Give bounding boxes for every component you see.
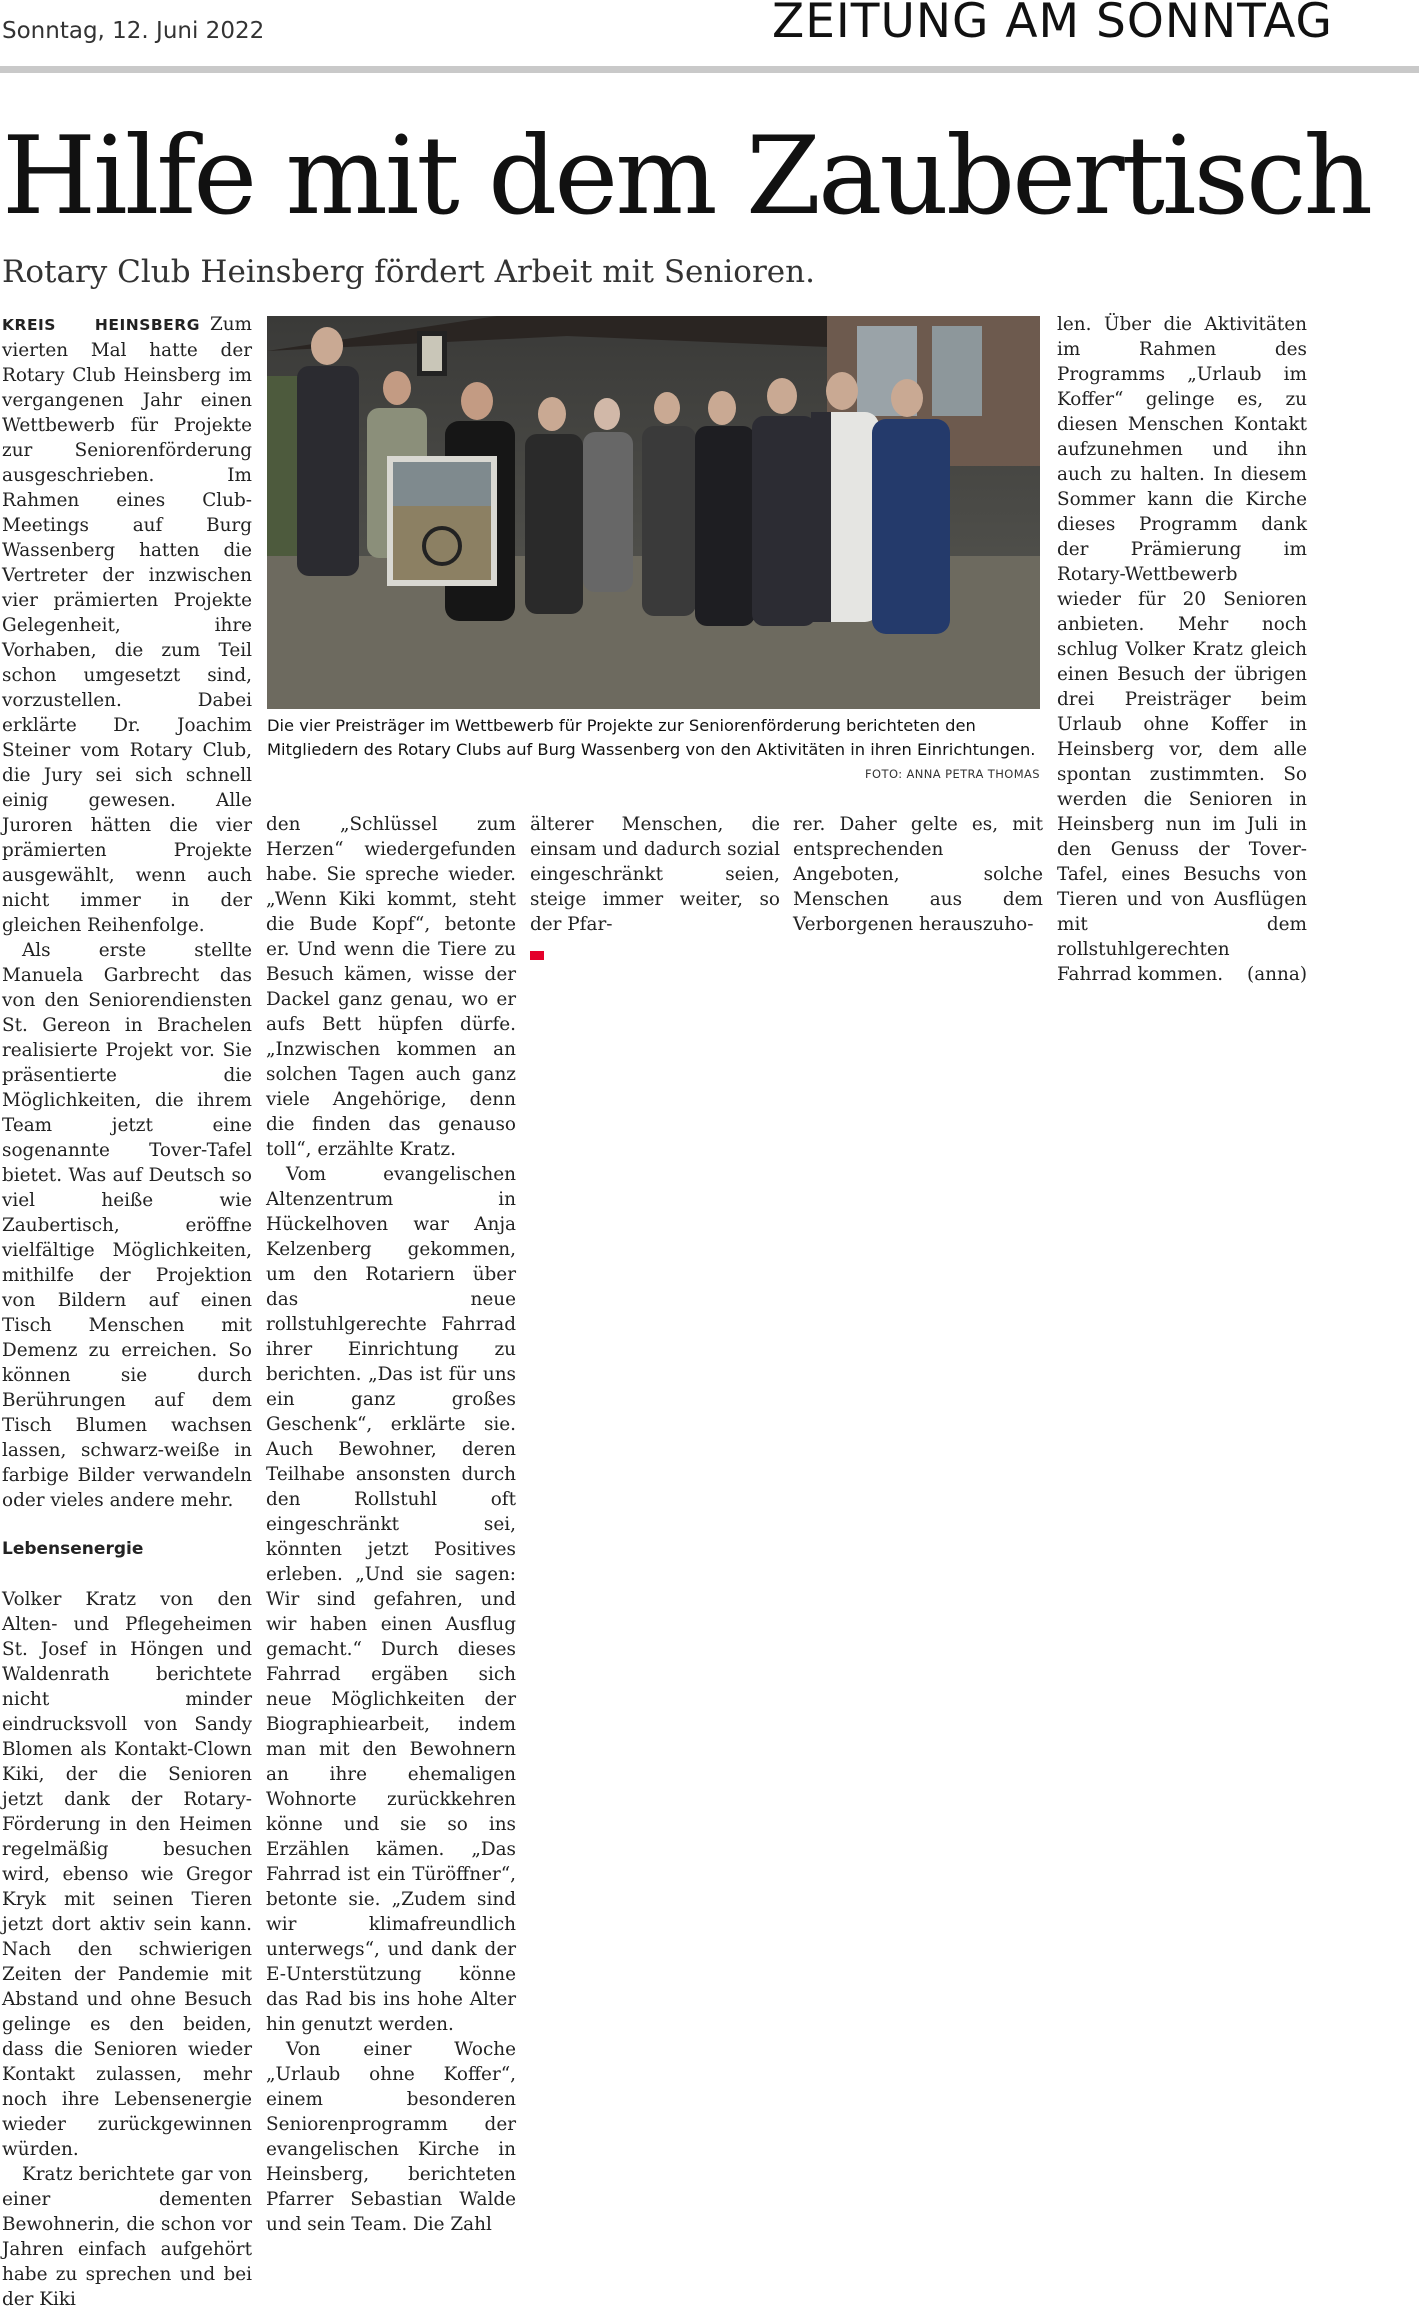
paragraph: Von einer Woche „Urlaub ohne Koffer“, einem besonderen Seniorenprogramm der evangelischen Kirche in Heinsberg, berichteten Pfarrer Sebastian Walde und sein Team. Die Zahl: [266, 2039, 516, 2235]
paragraph: Volker Kratz von den Alten- und Pflegeheimen St. Josef in Höngen und Waldenrath berichtete nicht minder eindrucksvoll von Sandy Blomen als Kontakt-Clown Kiki, der die Senioren jetzt dank der Rotary-Förderung in den Heimen regelmäßig besuchen wird, ebenso wie Gregor Kryk mit seinen Tieren jetzt dort aktiv sein kann. Nach den schwierigen Zeiten der Pandemie mit Abstand und ohne Besuch gelinge es den beiden, dass die Senioren wieder Kontakt zulassen, mehr noch ihre Lebensenergie wieder zurückgewinnen würden.: [2, 1589, 252, 2160]
paragraph: Als erste stellte Manuela Garbrecht das von den Seniorendiensten St. Gereon in Brachelen realisierte Projekt vor. Sie präsentierte die Möglichkeiten, die ihrem Team jetzt eine sogenannte Tover-Tafel bietet. Was auf Deutsch so viel heiße wie Zaubertisch, eröffne vielfältige Möglichkeiten, mithilfe der Projektion von Bildern auf einen Tisch Menschen mit Demenz zu erreichen. So können sie durch Berührungen auf dem Tisch Blumen wachsen lassen, schwarz-weiße in farbige Bilder verwandeln oder vieles andere mehr.: [2, 940, 252, 1511]
newspaper-name: ZEITUNG AM SONNTAG: [772, 0, 1333, 49]
article-column-4: [793, 812, 1043, 937]
paragraph: len. Über die Aktivitäten im Rahmen des Programms „Urlaub im Koffer“ gelinge es, zu diesen Menschen Kontakt aufzunehmen und ihn auch zu halten. In diesem Sommer kann die Kirche dieses Programm dank der Prämierung im Rotary-Wettbewerb wieder für 20 Senioren anbieten. Mehr noch schlug Volker Kratz gleich einen Besuch der übrigen drei Preisträger beim Urlaub ohne Koffer in Heinsberg vor, dem alle spontan zustimmten. So werden die Senioren in Heinsberg nun im Juli in den Genuss der Tover-Tafel, eines Besuchs von Tieren und von Ausflügen mit dem rollstuhlgerechten Fahrrad kommen. (anna): [1057, 314, 1307, 985]
caption-text: Die vier Preisträger im Wettbewerb für Projekte zur Seniorenförderung berichteten den Mitgliedern des Rotary Clubs auf Burg Wassenberg von den Aktivitäten in ihren Einrichtungen.: [267, 716, 1036, 759]
header-rule: [0, 66, 1419, 73]
photo-credit: FOTO: ANNA PETRA THOMAS: [865, 767, 1040, 781]
paragraph: Kratz berichtete gar von einer dementen Bewohnerin, die schon vor Jahren einfach aufgehört habe zu sprechen und bei der Kiki: [2, 2164, 252, 2310]
author-initials: (anna): [1247, 964, 1307, 985]
article-column-1: [2, 312, 252, 2312]
paragraph: KREIS HEINSBERG Zum vierten Mal hatte der Rotary Club Heinsberg im vergangenen Jahr einen Wettbewerb für Projekte zur Seniorenförderung ausgeschrieben. Im Rahmen eines Club-Meetings auf Burg Wassenberg hatten die Vertreter der inzwischen vier prämierten Projekte Gelegenheit, ihre Vorhaben, die zum Teil schon umgesetzt sind, vorzustellen. Dabei erklärte Dr. Joachim Steiner vom Rotary Club, die Jury sei sich schnell einig gewesen. Alle Juroren hätten die vier prämierten Projekte ausgewählt, wenn auch nicht immer in der gleichen Reihenfolge.: [2, 314, 252, 936]
article-headline: Hilfe mit dem Zaubertisch: [2, 114, 1371, 239]
paragraph: älterer Menschen, die einsam und dadurch sozial eingeschränkt seien, steige immer weiter, so der Pfar-: [530, 814, 780, 935]
paragraph: den „Schlüssel zum Herzen“ wiedergefunden habe. Sie spreche wieder. „Wenn Kiki kommt, steht die Bude Kopf“, betonte er. Und wenn die Tiere zu Besuch kämen, wisse der Dackel ganz genau, wo er aufs Bett hüpfen dürfe. „Inzwischen kommen an solchen Tagen auch ganz viele Angehörige, denn die finden das genauso toll“, erzählte Kratz.: [266, 814, 516, 1160]
dateline: KREIS HEINSBERG: [2, 316, 200, 334]
article-photo: [267, 316, 1040, 709]
article-subheadline: Rotary Club Heinsberg fördert Arbeit mit Senioren.: [2, 254, 815, 290]
article-column-3: [530, 812, 780, 967]
article-column-2: [266, 812, 516, 2237]
issue-date: Sonntag, 12. Juni 2022: [2, 18, 265, 44]
article-column-5: [1057, 312, 1307, 987]
section-subhead: Lebensenergie: [2, 1539, 144, 1559]
photo-caption: [267, 714, 1040, 781]
paragraph: rer. Daher gelte es, mit entsprechenden Angeboten, solche Menschen aus dem Verborgenen herauszuho-: [793, 814, 1043, 935]
end-of-article-mark: [530, 951, 544, 960]
group-photo-image: [267, 316, 1040, 709]
paragraph: Vom evangelischen Altenzentrum in Hückelhoven war Anja Kelzenberg gekommen, um den Rotariern über das neue rollstuhlgerechte Fahrrad ihrer Einrichtung zu berichten. „Das ist für uns ein ganz großes Geschenk“, erklärte sie. Auch Bewohner, deren Teilhabe ansonsten durch den Rollstuhl oft eingeschränkt sei, könnten jetzt Positives erleben. „Und sie sagen: Wir sind gefahren, und wir haben einen Ausflug gemacht.“ Durch dieses Fahrrad ergäben sich neue Möglichkeiten der Biographiearbeit, indem man mit den Bewohnern an ihre ehemaligen Wohnorte zurückkehren könne und sie so ins Erzählen kämen. „Das Fahrrad ist ein Türöffner“, betonte sie. „Zudem sind wir klimafreundlich unterwegs“, und dank der E-Unterstützung könne das Rad bis ins hohe Alter hin genutzt werden.: [266, 1164, 516, 2035]
